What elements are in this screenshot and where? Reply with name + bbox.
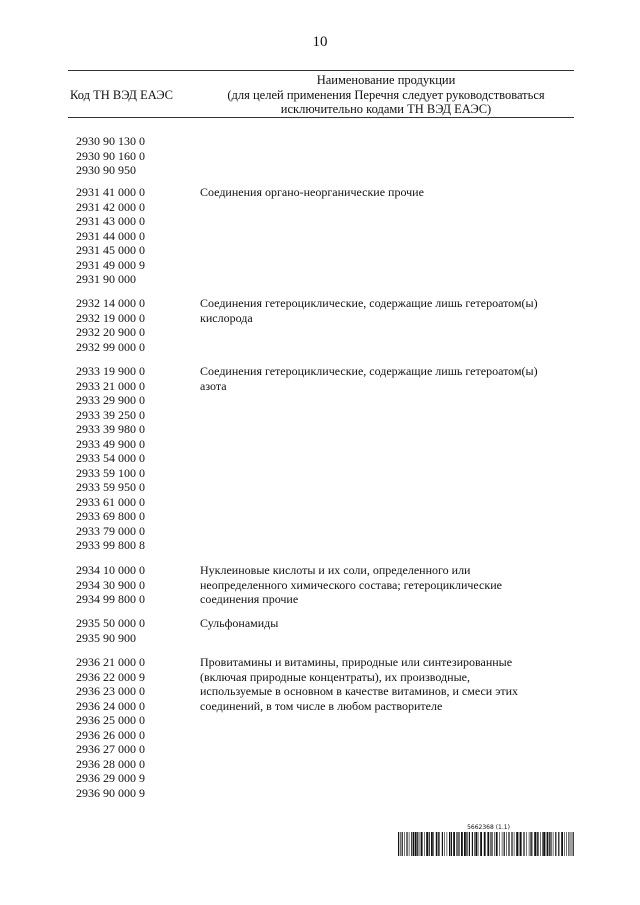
code-column-header: Код ТН ВЭД ЕАЭС <box>70 88 174 102</box>
product-code: 2935 50 000 0 <box>76 616 145 630</box>
name-column-header-line: исключительно кодами ТН ВЭД ЕАЭС) <box>280 102 492 116</box>
product-code: 2931 44 000 0 <box>76 228 145 243</box>
description-line: азота <box>200 378 227 393</box>
name-column-header-line: (для целей применения Перечня следует руководствоваться <box>227 87 545 102</box>
product-code: 2930 90 160 0 <box>76 148 145 163</box>
product-code: 2933 79 000 0 <box>76 523 145 538</box>
product-code: 2936 23 000 0 <box>76 684 145 698</box>
product-code: 2933 19 900 0 <box>76 364 145 378</box>
code-list <box>76 185 196 287</box>
code-list <box>76 296 196 354</box>
product-code: 2933 69 800 0 <box>76 509 145 523</box>
product-code: 2933 29 900 0 <box>76 393 145 407</box>
product-description <box>200 296 575 325</box>
product-code: 2932 20 900 0 <box>76 325 145 339</box>
product-description <box>200 185 575 200</box>
product-description <box>200 655 575 713</box>
description-line: неопределенного химического состава; гетероциклические <box>200 577 502 592</box>
product-code: 2936 90 000 9 <box>76 785 145 800</box>
product-description <box>200 364 575 393</box>
product-code: 2933 49 900 0 <box>76 436 145 451</box>
product-code: 2931 43 000 0 <box>76 214 145 228</box>
barcode-icon <box>398 832 574 856</box>
product-code: 2934 99 800 0 <box>76 592 145 606</box>
product-code: 2932 99 000 0 <box>76 339 145 354</box>
product-code: 2932 14 000 0 <box>76 296 145 310</box>
product-code: 2933 39 980 0 <box>76 422 145 436</box>
product-code: 2932 19 000 0 <box>76 310 145 325</box>
product-code: 2931 90 000 <box>76 272 136 286</box>
product-code: 2934 30 900 0 <box>76 577 145 592</box>
product-code: 2936 28 000 0 <box>76 756 145 771</box>
product-code: 2933 59 100 0 <box>76 465 145 480</box>
product-code: 2933 99 800 8 <box>76 538 145 552</box>
product-code: 2936 25 000 0 <box>76 713 145 727</box>
name-column-header <box>200 73 572 117</box>
product-code: 2933 54 000 0 <box>76 451 145 465</box>
product-code: 2936 24 000 0 <box>76 698 145 713</box>
description-line: Сульфонамиды <box>200 616 279 630</box>
description-line: используемые в основном в качестве витаминов, и смеси этих <box>200 684 519 698</box>
product-code: 2936 27 000 0 <box>76 742 145 756</box>
barcode-number: 5662368 (1.1) <box>467 824 510 831</box>
description-line: (включая природные концентраты), их производные, <box>200 669 470 684</box>
table-header-rule <box>68 117 574 118</box>
product-description <box>200 616 575 631</box>
product-code: 2931 42 000 0 <box>76 199 145 214</box>
product-code: 2931 49 000 9 <box>76 257 145 272</box>
product-code: 2931 45 000 0 <box>76 243 145 257</box>
description-line: соединения прочие <box>200 592 299 606</box>
product-code: 2934 10 000 0 <box>76 563 145 577</box>
product-code: 2933 39 250 0 <box>76 407 145 422</box>
product-code: 2930 90 130 0 <box>76 134 145 148</box>
table-top-rule <box>68 70 574 71</box>
code-list <box>76 134 196 178</box>
page-number: 10 <box>312 34 328 50</box>
code-list <box>76 616 196 645</box>
product-code: 2931 41 000 0 <box>76 185 145 199</box>
description-line: Соединения гетероциклические, содержащие лишь гетероатом(ы) <box>200 296 538 310</box>
product-code: 2933 21 000 0 <box>76 378 145 393</box>
description-line: Провитамины и витамины, природные или синтезированные <box>200 655 513 669</box>
product-code: 2933 61 000 0 <box>76 494 145 509</box>
code-list <box>76 655 196 800</box>
product-description <box>200 563 575 607</box>
description-line: Соединения органо-неорганические прочие <box>200 185 424 199</box>
product-code: 2930 90 950 <box>76 163 136 177</box>
description-line: соединений, в том числе в любом растворителе <box>200 698 443 713</box>
product-code: 2936 21 000 0 <box>76 655 145 669</box>
name-column-header-line: Наименование продукции <box>316 73 456 87</box>
product-code: 2935 90 900 <box>76 630 136 645</box>
description-line: Соединения гетероциклические, содержащие лишь гетероатом(ы) <box>200 364 538 378</box>
description-line: кислорода <box>200 310 253 325</box>
code-list <box>76 364 196 553</box>
description-line: Нуклеиновые кислоты и их соли, определенного или <box>200 563 471 577</box>
product-code: 2933 59 950 0 <box>76 480 145 494</box>
product-code: 2936 29 000 9 <box>76 771 145 785</box>
product-code: 2936 26 000 0 <box>76 727 145 742</box>
product-code: 2936 22 000 9 <box>76 669 145 684</box>
code-list <box>76 563 196 607</box>
